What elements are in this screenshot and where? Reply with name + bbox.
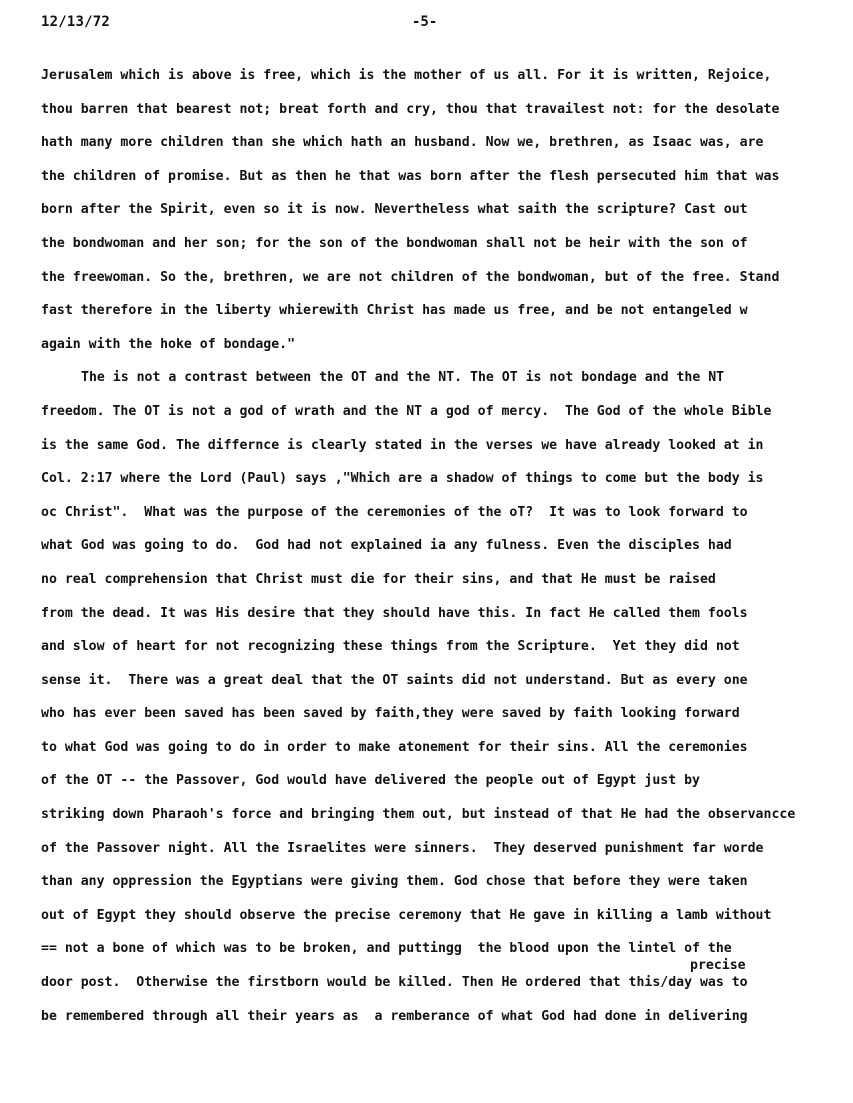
text-line: the children of promise. But as then he that was born after the flesh persecuted him that was xyxy=(41,168,780,184)
text-line: the freewoman. So the, brethren, we are not children of the bondwoman, but of the free. Stand xyxy=(41,269,780,285)
text-line: than any oppression the Egyptians were giving them. God chose that before they were taken xyxy=(41,874,748,890)
text-line: thou barren that bearest not; breat forth and cry, thou that travailest not: for the desolate xyxy=(41,101,780,117)
text-line: oc Christ". What was the purpose of the ceremonies of the oT? It was to look forward to xyxy=(41,504,748,520)
text-line: sense it. There was a great deal that the OT saints did not understand. But as every one xyxy=(41,672,748,688)
body-text xyxy=(41,66,841,1040)
text-line: from the dead. It was His desire that they should have this. In fact He called them fools xyxy=(41,605,748,621)
text-line: == not a bone of which was to be broken, and puttingg the blood upon the lintel of the xyxy=(41,941,732,957)
text-line: door post. Otherwise the firstborn would be killed. Then He ordered that this/day was to xyxy=(41,975,748,991)
text-line: freedom. The OT is not a god of wrath and the NT a god of mercy. The God of the whole Bible xyxy=(41,403,772,419)
text-line: is the same God. The differnce is clearly stated in the verses we have already looked at in xyxy=(41,437,764,453)
paragraph-start-line: The is not a contrast between the OT and the NT. The OT is not bondage and the NT xyxy=(81,370,725,386)
text-line: no real comprehension that Christ must die for their sins, and that He must be raised xyxy=(41,571,716,587)
text-line: of the OT -- the Passover, God would have delivered the people out of Egypt just by xyxy=(41,773,700,789)
page-number: -5- xyxy=(412,14,438,30)
text-line: striking down Pharaoh's force and bringing them out, but instead of that He had the observancce xyxy=(41,807,796,823)
text-line: and slow of heart for not recognizing these things from the Scripture. Yet they did not xyxy=(41,639,740,655)
text-line: be remembered through all their years as a remberance of what God had done in delivering xyxy=(41,1008,748,1024)
text-line: who has ever been saved has been saved by faith,they were saved by faith looking forward xyxy=(41,706,740,722)
text-line: again with the hoke of bondage." xyxy=(41,336,296,352)
text-line: the bondwoman and her son; for the son of the bondwoman shall not be heir with the son of xyxy=(41,235,748,251)
text-line: to what God was going to do in order to make atonement for their sins. All the ceremonies xyxy=(41,739,748,755)
text-line: Col. 2:17 where the Lord (Paul) says ,"Which are a shadow of things to come but the body is xyxy=(41,471,764,487)
interlinear-insertion: precise xyxy=(690,958,746,973)
text-line: out of Egypt they should observe the precise ceremony that He gave in killing a lamb without xyxy=(41,907,772,923)
page-date: 12/13/72 xyxy=(41,14,111,30)
text-line: born after the Spirit, even so it is now. Nevertheless what saith the scripture? Cast out xyxy=(41,202,748,218)
text-line: what God was going to do. God had not explained ia any fulness. Even the disciples had xyxy=(41,538,732,554)
text-line: of the Passover night. All the Israelites were sinners. They deserved punishment far worde xyxy=(41,840,764,856)
text-line: fast therefore in the liberty whierewith Christ has made us free, and be not entangeled w xyxy=(41,303,748,319)
text-line: Jerusalem which is above is free, which is the mother of us all. For it is written, Rejoice, xyxy=(41,68,772,83)
text-line: hath many more children than she which hath an husband. Now we, brethren, as Isaac was, are xyxy=(41,135,764,151)
